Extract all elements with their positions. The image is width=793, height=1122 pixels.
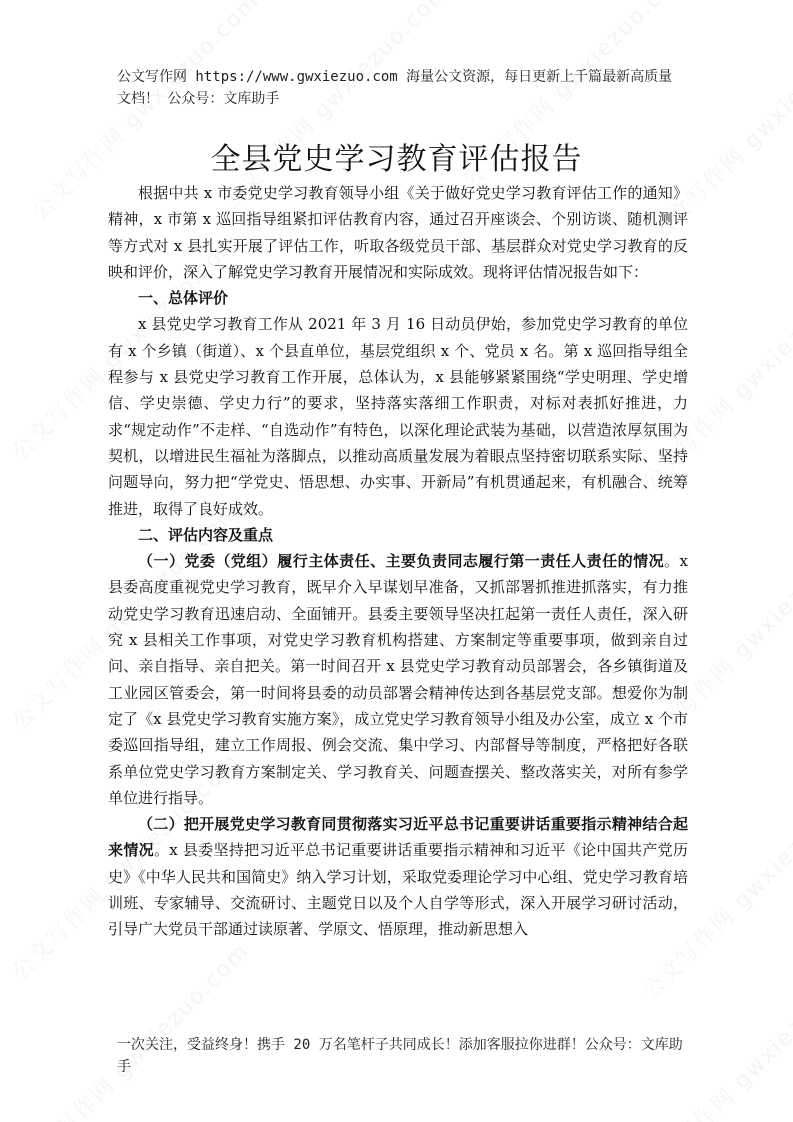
document-body <box>108 180 688 943</box>
subsection-1 <box>108 548 688 811</box>
subsection-2-lead: （二）把开展党史学习教育同贯彻落实习近平总书记重要讲话重要指示精神结合起来情况 <box>108 815 688 860</box>
footer-note: 一次关注，受益终身！携手 20 万名笔杆子共同成长！添加客服拉你进群！公众号：文库助手 <box>117 1037 683 1075</box>
watermark-text <box>14 935 255 1122</box>
subsection-2-body: 。x 县委坚持把习近平总书记重要讲话重要指示精神和习近平《论中国共产党历史》《中华人民共和国简史》纳入学习计划，采取党委理论学习中心组、党史学习教育培训班、专家辅导、交流研讨、主题党日以及个人自学等形式，深入开展学习研讨活动，引导广大党员干部通过读原著、学原文、悟原理，推动新思想入 <box>108 841 688 939</box>
section-heading-overall: 一、总体评价 <box>138 289 229 308</box>
intro-paragraph: 根据中共 x 市委党史学习教育领导小组《关于做好党史学习教育评估工作的通知》精神，x 市第 x 巡回指导组紧扣评估教育内容，通过召开座谈会、个别访谈、随机测评等方式对 x 县扎实开展了评估工作，听取各级党员干部、基层群众对党史学习教育的反映和评价，深入了解党史学习教育开展情况和实际成效。现将评估情况报告如下： <box>108 184 688 281</box>
document-title: 全县党史学习教育评估报告 <box>210 142 583 177</box>
subsection-1-lead: （一）党委（党组）履行主体责任、主要负责同志履行第一责任人责任的情况 <box>138 552 665 571</box>
section-heading-content: 二、评估内容及重点 <box>138 525 274 544</box>
subsection-1-body: 。x 县委高度重视党史学习教育，既早介入早谋划早准备，又抓部署抓推进抓落实，有力推动党史学习教育迅速启动、全面铺开。县委主要领导坚决扛起第一责任人责任，深入研究 x 县相关工作事项，对党史学习教育机构搭建、方案制定等重要事项，做到亲自过问、亲自指导、亲自把关。第一时间召开 x 县党史学习教育动员部署会，各乡镇街道及工业园区管委会，第一时间将县委的动员部署会精神传达到各基层党支部。想爱你为制定了《x 县党史学习教育实施方案》，成立党史学习教育领导小组及办公室，成立 x 个市委巡回指导组，建立工作周报、例会交流、集中学习、内部督导等制度，严格把好各联系单位党史学习教育方案制定关、学习教育关、问题查摆关、整改落实关，对所有参学单位进行指导。 <box>108 552 688 807</box>
subsection-2 <box>108 811 688 942</box>
header-note: 公文写作网 https://www.gwxiezuo.com 海量公文资源，每日更新上千篇最新高质量文档！ 公众号：文库助手 <box>117 69 673 107</box>
overall-paragraph: x 县党史学习教育工作从 2021 年 3 月 16 日动员伊始，参加党史学习教育的单位有 x 个乡镇（街道）、x 个县直单位，基层党组织 x 个、党员 x 名。第 x 巡回指导组全程参与 x 县党史学习教育工作开展，总体认为，x 县能够紧紧围绕“学史明理、学史增信、学史崇德、学史力行”的要求，坚持落实落细工作职责，对标对表抓好推进，力求“规定动作”不走样、“自选动作”有特色，以深化理论武装为基础，以营造浓厚氛围为契机，以增进民生福祉为落脚点，以推动高质量发展为着眼点坚持密切联系实际、坚持问题导向，努力把“学党史、悟思想、办实事、开新局”有机贯通起来，有机融合、统筹推进，取得了良好成效。 <box>108 315 688 518</box>
